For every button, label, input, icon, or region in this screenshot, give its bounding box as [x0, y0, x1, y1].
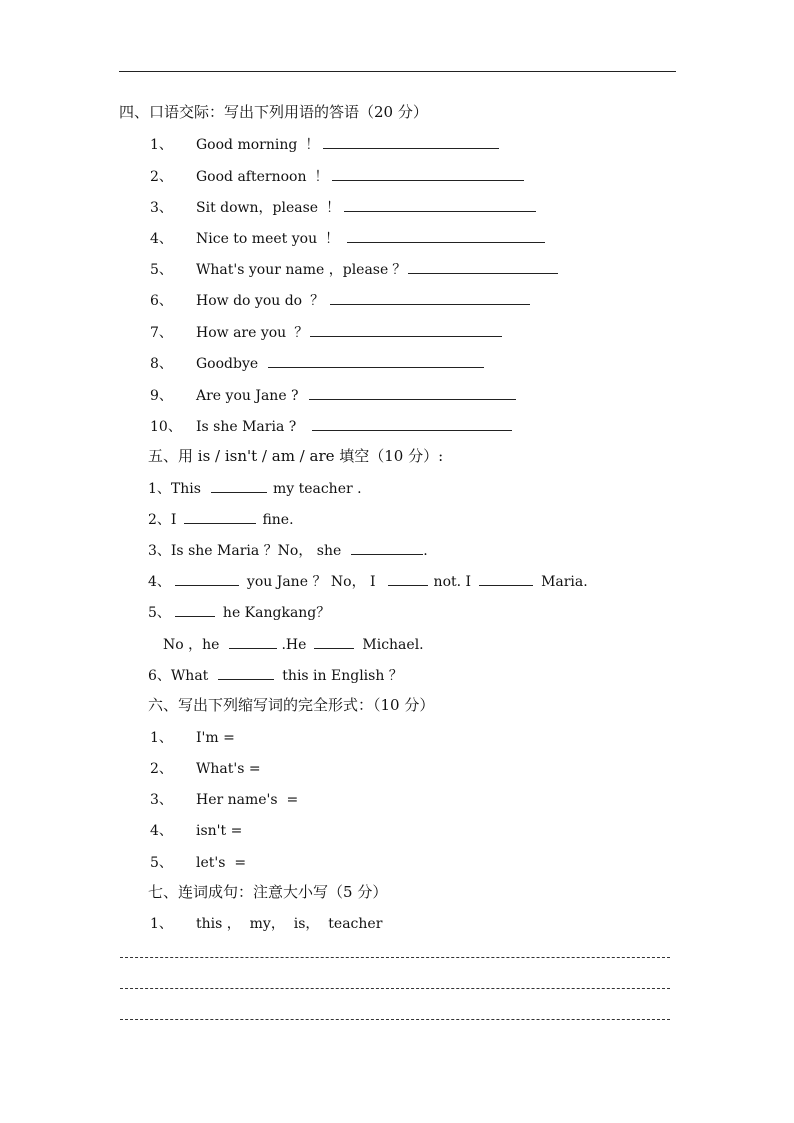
- item-text: How do you do: [196, 293, 303, 309]
- answer-blank[interactable]: [314, 635, 354, 649]
- list-item: [150, 729, 235, 747]
- item-number: 4、: [150, 823, 173, 839]
- answer-blank[interactable]: [388, 572, 428, 586]
- item-number: 3、: [150, 200, 173, 216]
- header-rule: [119, 71, 676, 72]
- item-number: 1、: [150, 137, 173, 153]
- item-text: Nice to meet you: [196, 231, 318, 247]
- answer-blank[interactable]: [344, 198, 536, 212]
- line-text: 1、This: [148, 481, 201, 497]
- list-item: [150, 417, 512, 435]
- list-item: [150, 323, 502, 341]
- section-4-title: 四、口语交际：写出下列用语的答语（20 分）: [119, 103, 428, 121]
- line-text: 5、: [148, 605, 171, 621]
- fill-line-5: [148, 603, 330, 621]
- answer-line[interactable]: [120, 988, 670, 989]
- line-text: 3、Is she Maria ？No， she: [148, 543, 342, 559]
- list-item: [150, 229, 545, 247]
- answer-blank[interactable]: [332, 167, 524, 181]
- item-text: Are you Jane ?: [196, 388, 299, 404]
- item-text: What's your name ，please: [196, 262, 389, 278]
- item-text: isn't =: [196, 823, 243, 839]
- item-text: Good morning: [196, 137, 298, 153]
- item-number: 1、: [150, 916, 173, 932]
- answer-blank[interactable]: [268, 354, 484, 368]
- item-text: Goodbye: [196, 356, 259, 372]
- item-number: 5、: [150, 262, 173, 278]
- answer-blank[interactable]: [229, 635, 277, 649]
- line-text: my teacher .: [272, 481, 362, 497]
- item-text: let's =: [196, 855, 247, 871]
- item-number: 8、: [150, 356, 173, 372]
- list-item: [150, 854, 246, 872]
- item-punct: ？: [310, 293, 325, 309]
- item-number: 10、: [150, 419, 182, 435]
- line-text: 2、I: [148, 512, 177, 528]
- line-text: 4、: [148, 574, 171, 590]
- item-number: 9、: [150, 388, 173, 404]
- fill-line-4: [148, 572, 588, 590]
- list-item: [150, 167, 524, 185]
- list-item: [150, 915, 382, 933]
- answer-blank[interactable]: [323, 135, 499, 149]
- item-text: I'm =: [196, 730, 235, 746]
- item-punct: ！: [314, 169, 329, 185]
- list-item: [150, 135, 499, 153]
- item-punct: ！: [325, 231, 340, 247]
- line-text: Michael.: [362, 637, 424, 653]
- item-text: Good afternoon: [196, 169, 307, 185]
- line-text: you Jane ？ No， I: [246, 574, 376, 590]
- item-number: 6、: [150, 293, 173, 309]
- item-number: 2、: [150, 169, 173, 185]
- line-text: .He: [281, 637, 307, 653]
- section-5-title: 五、用 is / isn't / am / are 填空（10 分）:: [148, 447, 444, 465]
- section-7-title: 七、连词成句：注意大小写（5 分）: [148, 883, 388, 901]
- list-item: [150, 198, 536, 216]
- item-text: Sit down，please: [196, 200, 319, 216]
- line-text: 6、What: [148, 668, 209, 684]
- answer-blank[interactable]: [330, 291, 530, 305]
- item-text: Is she Maria ?: [196, 419, 297, 435]
- fill-line-5b: [163, 635, 424, 653]
- item-number: 7、: [150, 325, 173, 341]
- line-text: fine.: [262, 512, 294, 528]
- item-punct: ？: [294, 325, 309, 341]
- fill-line-3: [148, 541, 428, 559]
- list-item: [150, 386, 516, 404]
- section-6-title: 六、写出下列缩写词的完全形式：（10 分）: [148, 696, 435, 714]
- line-text: No ，he: [163, 637, 220, 653]
- line-text: not. I: [433, 574, 472, 590]
- item-number: 4、: [150, 231, 173, 247]
- line-text: .: [423, 543, 428, 559]
- item-text: Her name's =: [196, 792, 299, 808]
- answer-blank[interactable]: [175, 603, 215, 617]
- line-text: this in English ？: [282, 668, 403, 684]
- item-text: What's =: [196, 761, 261, 777]
- list-item: [150, 354, 484, 372]
- answer-blank[interactable]: [218, 666, 274, 680]
- line-text: he Kangkang？: [222, 605, 331, 621]
- list-item: [150, 260, 558, 278]
- list-item: [150, 291, 530, 309]
- answer-blank[interactable]: [351, 541, 423, 555]
- fill-line-1: [148, 479, 362, 497]
- item-text: this ， my， is， teacher: [196, 916, 383, 932]
- answer-blank[interactable]: [184, 510, 256, 524]
- fill-line-2: [148, 510, 294, 528]
- list-item: [150, 791, 298, 809]
- item-punct: ！: [326, 200, 341, 216]
- line-text: Maria.: [541, 574, 588, 590]
- answer-blank[interactable]: [175, 572, 239, 586]
- answer-line[interactable]: [120, 1019, 670, 1020]
- item-text: How are you: [196, 325, 287, 341]
- fill-line-6: [148, 666, 403, 684]
- answer-blank[interactable]: [408, 260, 558, 274]
- item-number: 1、: [150, 730, 173, 746]
- item-number: 3、: [150, 792, 173, 808]
- answer-blank[interactable]: [479, 572, 533, 586]
- item-number: 2、: [150, 761, 173, 777]
- item-punct: ！: [305, 137, 320, 153]
- list-item: [150, 760, 261, 778]
- answer-blank[interactable]: [309, 386, 516, 400]
- answer-line[interactable]: [120, 957, 670, 958]
- list-item: [150, 822, 242, 840]
- item-number: 5、: [150, 855, 173, 871]
- answer-blank[interactable]: [347, 229, 545, 243]
- answer-blank[interactable]: [310, 323, 502, 337]
- answer-blank[interactable]: [211, 479, 267, 493]
- answer-blank[interactable]: [312, 417, 512, 431]
- item-punct: ？: [392, 262, 407, 278]
